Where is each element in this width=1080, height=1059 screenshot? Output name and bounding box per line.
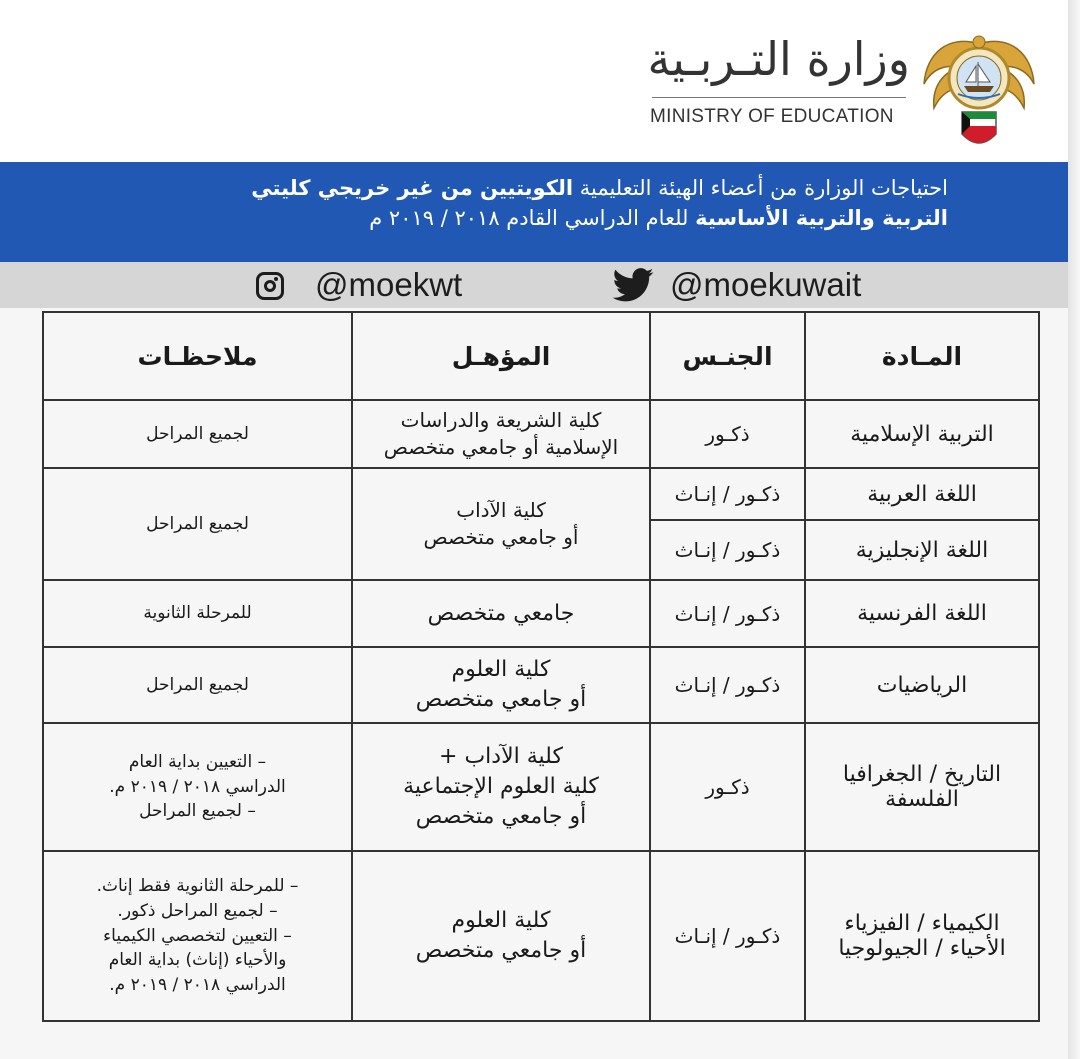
ministry-name-arabic: وزارة التـربـية xyxy=(647,32,910,86)
cell-subject: التربية الإسلامية xyxy=(805,400,1039,468)
header-subject: المـادة xyxy=(805,312,1039,400)
banner-line-2-bold: التربية والتربية الأساسية xyxy=(695,206,948,230)
qualification-line: كلية العلوم xyxy=(451,908,551,934)
banner-line-1 xyxy=(251,176,948,200)
cell-gender: ذكـور / إنـاث xyxy=(650,851,805,1021)
cell-notes xyxy=(43,723,352,851)
cell-qualification xyxy=(352,647,650,723)
cell-gender: ذكـور / إنـاث xyxy=(650,520,805,580)
cell-gender: ذكـور / إنـاث xyxy=(650,580,805,647)
cell-subject: الرياضيات xyxy=(805,647,1039,723)
table-row xyxy=(43,580,1039,647)
note-line: – لجميع المراحل xyxy=(139,801,256,822)
twitter-handle[interactable]: @moekuwait xyxy=(670,266,862,303)
header-notes: ملاحظـات xyxy=(43,312,352,400)
qualification-line: كلية العلوم xyxy=(451,657,551,683)
table-header-row xyxy=(43,312,1039,400)
banner-line-1-bold: الكويتيين من غير خريجي كليتي xyxy=(251,176,574,200)
cell-notes: لجميع المراحل xyxy=(43,468,352,580)
table-row xyxy=(43,468,1039,520)
cell-subject xyxy=(805,851,1039,1021)
cell-notes: لجميع المراحل xyxy=(43,400,352,468)
ministry-header xyxy=(0,0,1080,162)
subject-line: الكيمياء / الفيزياء xyxy=(844,911,1000,936)
note-line: – لجميع المراحل ذكور. xyxy=(117,901,278,922)
note-line: – التعيين بداية العام xyxy=(128,752,267,773)
requirements-table xyxy=(42,311,1040,1022)
header-qualification: المؤهـل xyxy=(352,312,650,400)
banner-line-2-text: للعام الدراسي القادم ٢٠١٨ / ٢٠١٩ م xyxy=(369,206,689,230)
title-banner xyxy=(0,162,1068,262)
cell-notes: لجميع المراحل xyxy=(43,647,352,723)
cell-gender: ذكـور / إنـاث xyxy=(650,647,805,723)
cell-qualification xyxy=(352,400,650,468)
qualification-line: الإسلامية أو جامعي متخصص xyxy=(383,435,619,459)
table-row xyxy=(43,647,1039,723)
cell-subject: اللغة الفرنسية xyxy=(805,580,1039,647)
cell-subject: اللغة العربية xyxy=(805,468,1039,520)
qualification-line: كلية العلوم الإجتماعية xyxy=(403,774,599,800)
cell-qualification xyxy=(352,468,650,580)
qualification-line: كلية الشريعة والدراسات xyxy=(400,408,602,432)
qualification-line: كلية الآداب + xyxy=(439,744,563,770)
instagram-icon[interactable] xyxy=(256,272,284,300)
qualification-line: أو جامعي متخصص xyxy=(415,938,587,963)
ministry-name-english: MINISTRY OF EDUCATION xyxy=(650,106,894,127)
kuwait-emblem-icon xyxy=(918,24,1040,158)
cell-qualification xyxy=(352,851,650,1021)
cell-notes xyxy=(43,851,352,1021)
cell-qualification: جامعي متخصص xyxy=(352,580,650,647)
twitter-bird-icon[interactable] xyxy=(612,268,654,302)
note-line: الدراسي ٢٠١٨ / ٢٠١٩ م. xyxy=(109,776,286,797)
header-gender: الجنـس xyxy=(650,312,805,400)
cell-qualification xyxy=(352,723,650,851)
page-edge-shadow xyxy=(1068,0,1080,1059)
header-divider xyxy=(652,97,906,98)
qualification-line: كلية الآداب xyxy=(456,498,546,522)
note-line: الدراسي ٢٠١٨ / ٢٠١٩ م. xyxy=(109,974,286,995)
cell-subject: اللغة الإنجليزية xyxy=(805,520,1039,580)
subject-line: التاريخ / الجغرافيا xyxy=(842,762,1002,787)
table-row xyxy=(43,400,1039,468)
subject-line: الأحياء / الجيولوجيا xyxy=(838,936,1006,961)
qualification-line: أو جامعي متخصص xyxy=(415,803,587,829)
cell-gender: ذكـور xyxy=(650,400,805,468)
note-line: – التعيين لتخصصي الكيمياء xyxy=(103,925,292,946)
table-row xyxy=(43,851,1039,1021)
cell-subject xyxy=(805,723,1039,851)
cell-gender: ذكـور xyxy=(650,723,805,851)
subject-line: الفلسفة xyxy=(885,787,959,812)
banner-line-1-text: احتياجات الوزارة من أعضاء الهيئة التعليمية xyxy=(579,176,948,200)
table-row xyxy=(43,723,1039,851)
note-line: والأحياء (إناث) بداية العام xyxy=(108,950,287,971)
social-bar xyxy=(0,262,1068,308)
instagram-handle[interactable]: @moekwt xyxy=(315,266,463,303)
note-line: – للمرحلة الثانوية فقط إناث. xyxy=(96,876,299,897)
banner-line-2 xyxy=(369,206,948,230)
cell-gender: ذكـور / إنـاث xyxy=(650,468,805,520)
cell-notes: للمرحلة الثانوية xyxy=(43,580,352,647)
qualification-line: أو جامعي متخصص xyxy=(423,525,579,549)
qualification-line: أو جامعي متخصص xyxy=(415,687,587,712)
